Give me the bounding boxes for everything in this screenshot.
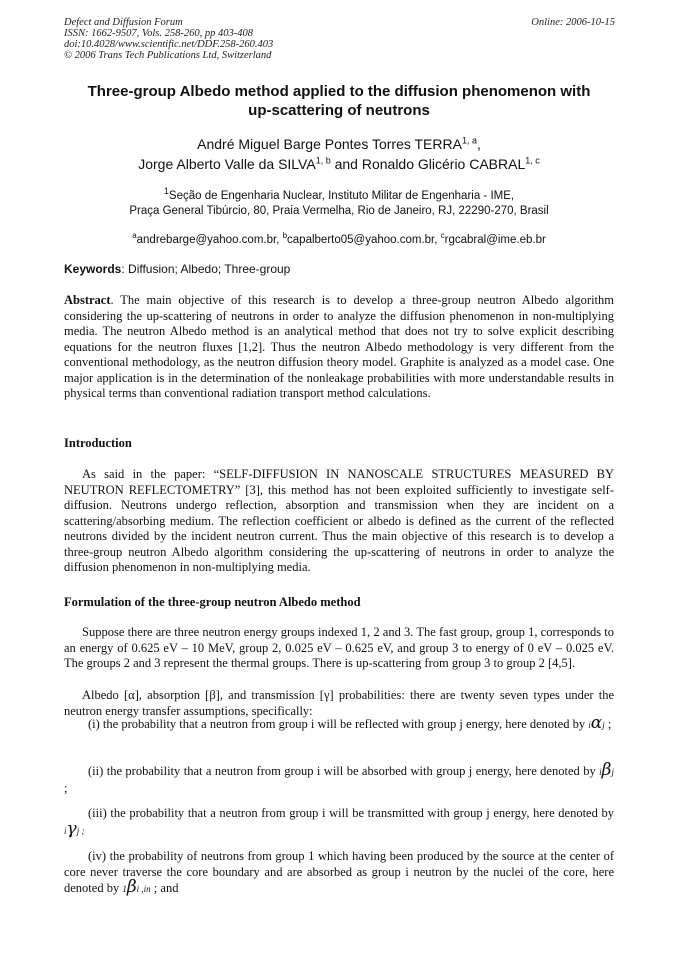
author-1-sup: 1, a [461, 135, 477, 146]
formulation-heading: Formulation of the three-group neutron Albedo method [64, 595, 361, 609]
introduction-heading: Introduction [64, 436, 132, 450]
formulation-paragraph-1: Suppose there are three neutron energy groups indexed 1, 2 and 3. The fast group, group 1, corresponds to an energy of 0.625 eV – 10 MeV, group 2, 0.025 eV – 0.625 eV, and group 3 to energy of 0 eV – 0.025 eV. The groups 2 and 3 represent the thermal groups. There is up-scattering from group 3 to group 2 [4,5]. [64, 625, 614, 670]
item-1-sub: j [602, 720, 605, 730]
doi-line: doi:10.4028/www.scientific.net/DDF.258-260.403 [64, 39, 274, 50]
affiliation-sup: 1 [163, 186, 169, 197]
email-b-sup: b [282, 231, 288, 241]
title-line-1: Three-group Albedo method applied to the diffusion phenomenon with [87, 83, 591, 100]
author-list [30, 134, 648, 174]
keywords-label: Keywords [64, 262, 122, 276]
item-2-end: ; [64, 780, 68, 795]
email-b[interactable]: capalberto05@yahoo.com.br, [287, 234, 441, 246]
item-4-symbol: β [126, 877, 137, 897]
item-1-end: ; [604, 717, 612, 731]
item-1-pre-sub: i [588, 720, 591, 730]
item-4-pre-sub: 1 [122, 884, 127, 894]
online-date: Online: 2006-10-15 [531, 17, 615, 28]
abstract [64, 293, 614, 402]
author-2: Jorge Alberto Valle da SILVA [138, 156, 316, 172]
item-3-pre-sub: i [64, 825, 67, 836]
abstract-label: Abstract [64, 293, 111, 307]
item-3-symbol: γ [66, 818, 77, 839]
email-a[interactable]: andrebarge@yahoo.com.br, [136, 234, 283, 246]
journal-header [64, 17, 273, 61]
copyright-line: © 2006 Trans Tech Publications Ltd, Switzerland [64, 50, 272, 61]
author-connector: and [330, 156, 362, 172]
journal-name: Defect and Diffusion Forum [64, 17, 183, 28]
author-3: Ronaldo Glicério CABRAL [361, 156, 526, 172]
author-line-2 [30, 154, 648, 174]
list-item-transmission [64, 806, 614, 839]
title-line-2: up-scattering of neutrons [248, 102, 430, 119]
item-3-sub: j ; [76, 825, 85, 836]
abstract-text: . The main objective of this research is to develop a three-group neutron Albedo algorithm considering the up-scattering of neutrons in order to analyze the diffusion phenomenon in non-multiplying media. The neutron Albedo method is an analytical method that does not try to solve explicit describing equations for the neutron fluxes [1,2]. Thus the neutron Albedo methodology is very different from the conventional methodology, as the neutron diffusion theory model. Graphite is analyzed as a model case. One major application is in the determination of the nonleakage probabilities with more understandable results in physical terms than conventional radiation transport method calculations. [64, 293, 614, 400]
keywords [64, 262, 290, 277]
affiliation-line-1 [30, 186, 648, 204]
affiliation [30, 186, 648, 219]
author-3-sup: 1, c [525, 155, 540, 166]
author-2-sup: 1, b [315, 155, 331, 166]
affiliation-line-2: Praça General Tibúrcio, 80, Praia Vermelha, Rio de Janeiro, RJ, 22290-270, Brasil [129, 205, 549, 217]
introduction-paragraph: As said in the paper: “SELF-DIFFUSION IN NANOSCALE STRUCTURES MEASURED BY NEUTRON REFLECTOMETRY” [3], this method has not been exploited sufficiently to investigate self-diffusion. Neutrons undergo reflection, absorption and transmission when they are incident on a scattering/absorbing medium. The reflection coefficient or albedo is defined as the current of the reflected neutrons divided by the incident neutron current. Thus the main objective of this research is to develop a three-group neutron Albedo algorithm considering the up-scattering of neutrons in order to analyze the diffusion phenomenon in non-multiplying media. [64, 467, 614, 574]
email-c[interactable]: rgcabral@ime.eb.br [444, 234, 546, 246]
paper-title [40, 82, 638, 120]
item-1-text: (i) the probability that a neutron from group i will be reflected with group j energy, here denoted by [88, 717, 589, 731]
item-2-sub: j [611, 767, 614, 777]
item-2-pre-sub: i [599, 767, 602, 777]
list-item-albedo [64, 713, 614, 734]
issn-line: ISSN: 1662-9507, Vols. 258-260, pp 403-408 [64, 28, 253, 39]
item-2-symbol: β [601, 760, 612, 780]
item-1-symbol: α [590, 713, 603, 733]
list-item-absorption [64, 760, 614, 796]
email-a-sup: a [132, 231, 137, 241]
email-list [20, 233, 658, 248]
item-4-end: ; and [150, 881, 179, 895]
item-3-text: (iii) the probability that a neutron from group i will be transmitted with group j energy, here denoted by [88, 806, 614, 820]
formulation-paragraph-2: Albedo [α], absorption [β], and transmission [γ] probabilities: there are twenty seven types under the neutron energy transfer assumptions, specifically: [64, 688, 614, 718]
item-4-text: (iv) the probability of neutrons from group 1 which having been produced by the source at the center of core never traverse the core boundary and are absorbed as group i neutron by the nuclei of the core, here denoted by [64, 849, 614, 895]
author-1-comma: , [476, 136, 481, 152]
keywords-text: : Diffusion; Albedo; Three-group [121, 262, 291, 276]
author-1: André Miguel Barge Pontes Torres TERRA [197, 136, 462, 152]
email-c-sup: c [440, 231, 445, 241]
item-2-text: (ii) the probability that a neutron from group i will be absorbed with group j energy, here denoted by [88, 764, 600, 778]
list-item-core-absorption [64, 849, 614, 898]
affiliation-text-1: Seção de Engenharia Nuclear, Instituto Militar de Engenharia - IME, [168, 190, 515, 202]
item-4-sub: i ,in [136, 884, 151, 894]
author-line-1 [30, 134, 648, 154]
